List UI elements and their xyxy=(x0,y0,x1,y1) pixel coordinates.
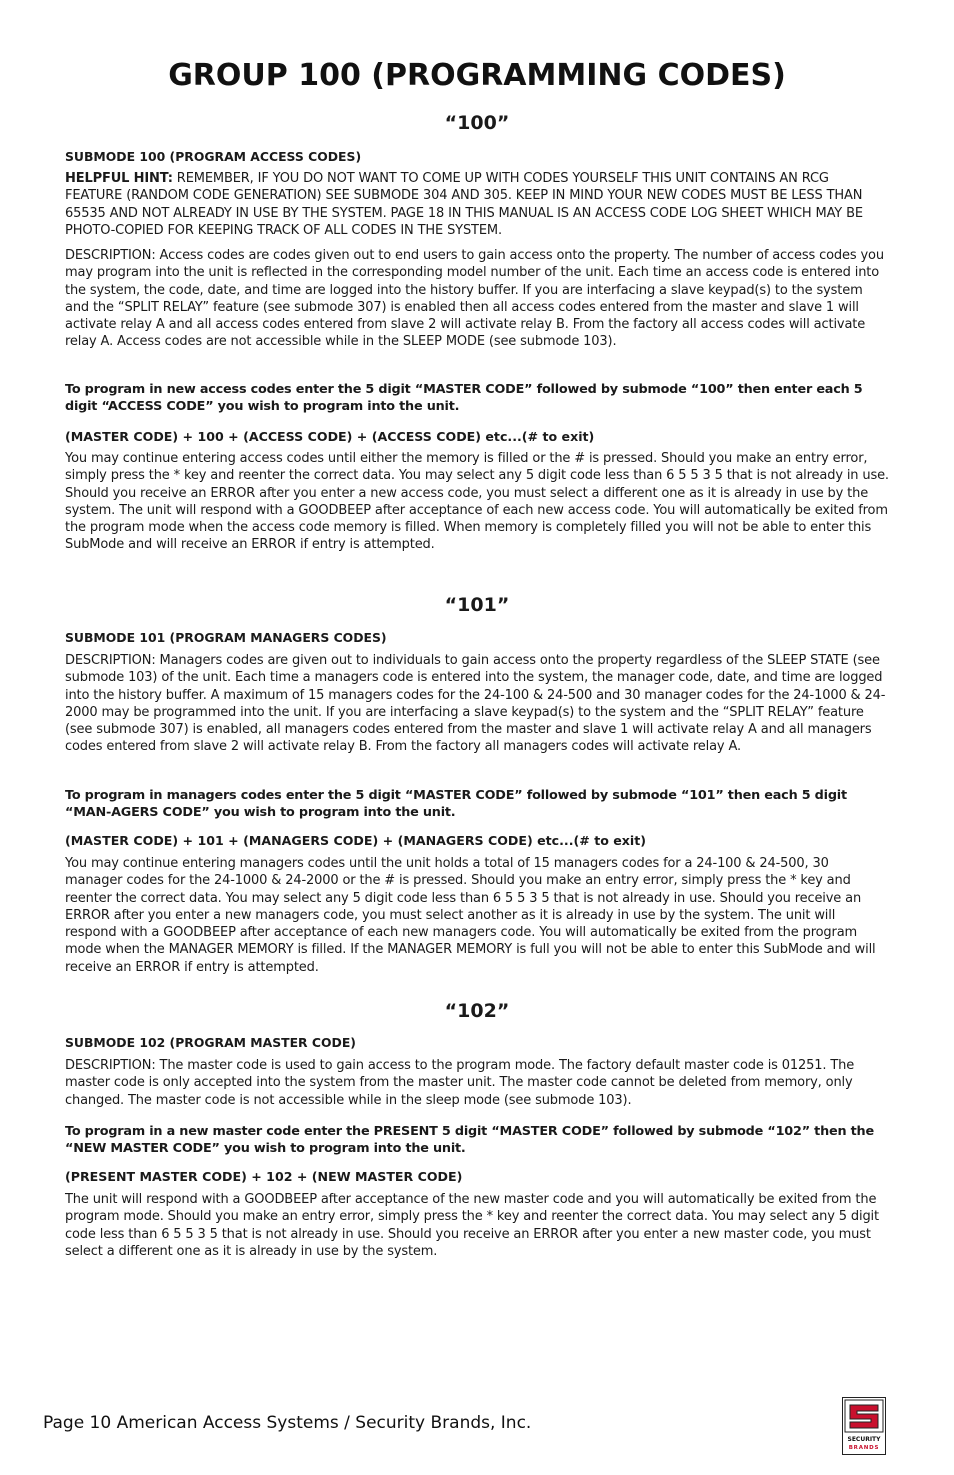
section-101-formula: (MASTER CODE) + 101 + (MANAGERS CODE) + (MANAGERS CODE) etc...(# to exit) xyxy=(65,833,647,848)
logo-line2: BRANDS xyxy=(848,1445,880,1451)
section-100-heading: “100” xyxy=(444,112,510,134)
section-100-description: DESCRIPTION: Access codes are codes given out to end users to gain access onto the property. The number of access codes you may program into the unit is reflected in the corresponding model number of the unit. Each time an access code is entered into the system, the code, date, and time are logged into the history buffer. If you are interfacing a slave keypad(s) to the system and the “SPLIT RELAY” feature (see submode 307) is enabled then all access codes entered from the master and slave 1 will activate relay A and all access codes entered from slave 2 will activate relay B. From the factory all access codes will activate relay A. Access codes are not accessible while in the SLEEP MODE (see submode 103). xyxy=(65,248,884,350)
section-102-formula: (PRESENT MASTER CODE) + 102 + (NEW MASTER CODE) xyxy=(65,1169,463,1184)
section-102-description: DESCRIPTION: The master code is used to gain access to the program mode. The factory default master code is 01251. The master code is only accepted into the system from the master unit. The master code cannot be deleted from memory, only changed. The master code is not accessible while in the sleep mode (see submode 103). xyxy=(65,1058,855,1108)
section-102-submode: SUBMODE 102 (PROGRAM MASTER CODE) xyxy=(65,1035,356,1050)
hint-label: HELPFUL HINT: xyxy=(65,171,173,186)
logo-line1: SECURITY xyxy=(847,1436,881,1443)
section-100-notes: You may continue entering access codes until either the memory is filled or the # is pressed. Should you make an entry error, simply press the * key and reenter the correct data. You may select any 5 digit code less than 6 5 5 3 5 that is not already in use. Should you receive an ERROR after you enter a new access code, you must select a different one as it is already in use by the system. The unit will respond with a GOODBEEP after acceptance of each new access code. You will automatically be exited from the program mode when the access code memory is filled. When memory is completely filled you will not be able to enter this SubMode and will receive an ERROR if entry is attempted. xyxy=(65,451,889,553)
section-101-notes: You may continue entering managers codes until the unit holds a total of 15 managers codes for a 24-100 & 24-500, 30 manager codes for the 24-1000 & 24-2000 or the # is pressed. Should you make an entry error, simply press the * key and reenter the correct data. You may select any 5 digit code less than 6 5 5 3 5 that is not already in use. Should you receive an ERROR after you enter a new managers code, you must select another as it is already in use by the system. The unit will respond with a GOODBEEP after acceptance of each new managers code. You will automatically be exited from the program mode when the MANAGER MEMORY is filled. If the MANAGER MEMORY is full you will not be able to enter this SubMode and will receive an ERROR if entry is attempted. xyxy=(65,856,876,975)
section-101-description: DESCRIPTION: Managers codes are given out to individuals to gain access onto the property regardless of the SLEEP STATE (see submode 103) of the unit. Each time a managers code is entered into the system, the manager code, date, and time are logged into the history buffer. A maximum of 15 managers codes for the 24-100 & 24-500 and 30 manager codes for the 24-1000 & 24-2000 may be programmed into the unit. If you are interfacing a slave keypad(s) to the system and the “SPLIT RELAY” feature (see submode 307) is enabled, all managers codes entered from the master and slave 1 will activate relay A and all managers codes entered from slave 2 will activate relay B. From the factory all managers codes will activate relay A. xyxy=(65,653,886,755)
section-101-instruction: To program in managers codes enter the 5 digit “MASTER CODE” followed by submode “101” then each 5 digit “MAN-AGERS CODE” you wish to program into the unit. xyxy=(65,788,847,821)
hint-text: REMEMBER, IF YOU DO NOT WANT TO COME UP WITH CODES YOURSELF THIS UNIT CONTAINS AN RCG FEATURE (RANDOM CODE GENERATION) SEE SUBMODE 304 AND 305. KEEP IN MIND YOUR NEW CODES MUST BE LESS THAN 65535 AND NOT ALREADY IN USE BY THE SYSTEM. PAGE 18 IN THIS MANUAL IS AN ACCESS CODE LOG SHEET WHICH MAY BE PHOTO-COPIED FOR KEEPING TRACK OF ALL CODES IN THE SYSTEM. xyxy=(65,171,863,238)
section-100-instruction: To program in new access codes enter the 5 digit “MASTER CODE” followed by submode “100” then enter each 5 digit “ACCESS CODE” you wish to program into the unit. xyxy=(65,382,863,415)
section-102-notes: The unit will respond with a GOODBEEP after acceptance of the new master code and you will automatically be exited from the program mode. Should you make an entry error, simply press the * key and reenter the correct data. You may select any 5 digit code less than 6 5 5 3 5 that is not already in use. Should you receive an ERROR after you enter a new master code, you must select a different one as it is already in use by the system. xyxy=(65,1192,879,1259)
section-101-heading: “101” xyxy=(444,594,510,616)
section-102-instruction: To program in a new master code enter the PRESENT 5 digit “MASTER CODE” followed by submode “102” then the “NEW MASTER CODE” you wish to program into the unit. xyxy=(65,1124,874,1157)
page-footer: Page 10 American Access Systems / Security Brands, Inc. xyxy=(43,1413,532,1433)
section-100-submode: SUBMODE 100 (PROGRAM ACCESS CODES) xyxy=(65,149,362,164)
section-100-formula: (MASTER CODE) + 100 + (ACCESS CODE) + (ACCESS CODE) etc...(# to exit) xyxy=(65,429,595,444)
section-100-hint xyxy=(65,170,889,239)
section-102-heading: “102” xyxy=(444,1000,510,1022)
page-title: GROUP 100 (PROGRAMMING CODES) xyxy=(168,58,786,93)
security-brands-logo-icon xyxy=(842,1397,886,1455)
section-101-submode: SUBMODE 101 (PROGRAM MANAGERS CODES) xyxy=(65,630,387,645)
